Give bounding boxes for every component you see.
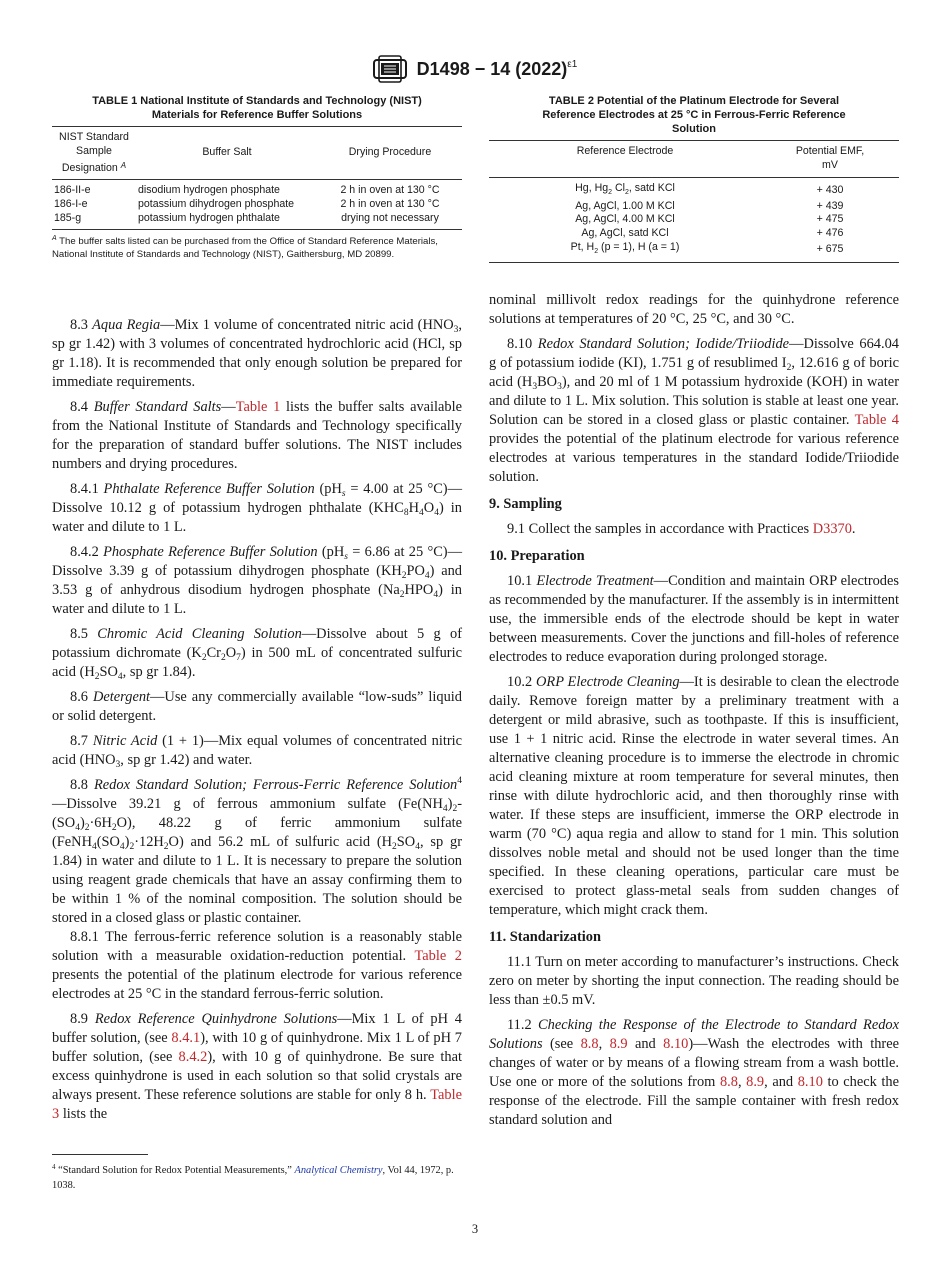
heading-sampling: 9. Sampling xyxy=(489,496,562,512)
section-8-5: 8.5 Chromic Acid Cleaning Solution—Dissolve about 5 g of potassium dichromate $(K_2Cr_2O_7)$ in 500 mL of concentrated sulfuric acid ($H_2SO_4$, sp gr 1.84). xyxy=(52,626,462,682)
link-8-10[interactable]: 8.10 xyxy=(797,1074,823,1090)
footnote-divider xyxy=(52,1154,148,1155)
section-8-8: 8.8 Redox Standard Solution; Ferrous-Ferric Reference Solution$^4$—Dissolve 39.21 g of ferrous ammonium sulfate $(Fe(NH_4)_2-(SO_4)_2\cdot 6H_2O)$, 48.22 g of ferric ammonium sulfate $(FeNH_4(SO_4)_2\cdot 12H_2O)$ and 56.2 mL of sulfuric acid ($H_2SO_4$, sp gr 1.84) in water and dilute to 1 L. It is necessary to prepare the solution using reagent grade chemicals that have an assay confirming them to be within 1 % of the nominal composition. The solution should be stored in a closed glass or plastic container. xyxy=(52,776,462,926)
table-row: Hg, $Hg_2$ $Cl_2$, satd KCl + 430 xyxy=(489,177,899,199)
link-8-9[interactable]: 8.9 xyxy=(609,1036,628,1052)
section-10-2: 10.2 ORP Electrode Cleaning—It is desirable to clean the electrode daily. Remove foreign matter by a preliminary treatment with a detergent or mild abrasive, such as toothpaste. If this is insufficient, use 1 + 1 nitric acid. Rinse the electrode in water several times. An alternative cleaning procedure is to immerse the electrode in chromic acid cleaning mixture at room temperature for several minutes, then rinse with dilute hydrochloric acid, and then thoroughly rinse with water. If these steps are insufficient, immerse the ORP electrode in warm (70 °C) aqua regia and allow to stand for 1 min. This solution dissolves noble metal and should not be used longer than the time specified. In these cleaning operations, particular care must be exercised to protect glass-metal seals from sudden changes of temperature, which might crack them. xyxy=(489,674,899,918)
table1-note: $^A$ The buffer salts listed can be purchased from the Office of Standard Reference Materials, National Institute of Standards and Technology (NIST), Gaithersburg, MD 20899. xyxy=(52,234,438,260)
section-9-1: 9.1 Collect the samples in accordance with Practices D3370. xyxy=(507,521,856,537)
section-11-2: 11.2 Checking the Response of the Electrode to Standard Redox Solutions (see 8.8, 8.9 and 8.10)—Wash the electrodes with three changes of water or by means of a flowing stream from a wash bottle. Use one or more of the solutions from 8.8, 8.9, and 8.10 to check the response of the electrode. Fill the sample container with fresh redox standard solution and xyxy=(489,1017,899,1128)
journal-name: Analytical Chemistry xyxy=(294,1165,383,1176)
document-header xyxy=(0,54,950,84)
section-10-1: 10.1 Electrode Treatment—Condition and maintain ORP electrodes as recommended by the manufacturer. If the assembly is in intermittent use, the immersible ends of the electrode should be kept in water between measurements. Cover the junctions and fill-holes of reference electrodes to reduce evaporation during prolonged storage. xyxy=(489,573,899,665)
table1-block xyxy=(52,94,462,261)
table-row: 185-g potassium hydrogen phthalate drying not necessary xyxy=(54,211,439,224)
section-8-3: 8.3 Aqua Regia—Mix 1 volume of concentrated nitric acid ($HNO_3$, sp gr 1.42) with 3 volumes of concentrated hydrochloric acid (HCl, sp gr 1.18). It is recommended that only enough solution be prepared for immediate requirements. xyxy=(52,317,462,390)
section-8-4-2: 8.4.2 Phosphate Reference Buffer Solution ($pH_s = 6.86$ at 25 °C)—Dissolve 3.39 g of potassium dihydrogen phosphate $(KH_2PO_4)$ and 3.53 g of anhydrous disodium hydrogen phosphate $(Na_2HPO_4)$ in water and dilute to 1 L. xyxy=(52,544,462,617)
footnote-ref-4[interactable]: 4 xyxy=(457,776,462,786)
heading-standarization: 11. Standarization xyxy=(489,929,601,945)
link-table-3[interactable]: Table 3 xyxy=(52,1087,462,1122)
table-row: Ag, AgCl, 1.00 M KCl + 439 xyxy=(575,199,844,212)
section-11-1: 11.1 Turn on meter according to manufacturer’s instructions. Check zero on meter by shorting the input connection. The reading should be less than ±0.5 mV. xyxy=(489,954,899,1008)
table1-title: TABLE 1 National Institute of Standards and Technology (NIST) Materials for Reference Buffer Solutions xyxy=(92,95,422,121)
section-8-4: 8.4 Buffer Standard Salts—Table 1 lists the buffer salts available from the National Institute of Standards and Technology specifically for the preparation of standard buffer solutions. The NIST includes numbers and drying procedures. xyxy=(52,399,463,472)
section-8-4-1: 8.4.1 Phthalate Reference Buffer Solution ($pH_s = 4.00$ at 25 °C)—Dissolve 10.12 g of potassium hydrogen phthalate $(KHC_8H_4O_4)$ in water and dilute to 1 L. xyxy=(52,481,462,535)
table-row: 186-I-e potassium dihydrogen phosphate 2 h in oven at 130 °C xyxy=(54,198,440,211)
table-row: 186-II-e disodium hydrogen phosphate 2 h in oven at 130 °C xyxy=(54,184,440,197)
link-8-8[interactable]: 8.8 xyxy=(719,1074,738,1090)
table1-header-drying: Drying Procedure xyxy=(318,127,462,180)
link-table-2[interactable]: Table 2 xyxy=(414,948,463,964)
table-row: Ag, AgCl, 4.00 M KCl + 475 xyxy=(575,213,844,226)
table1-header-salt: Buffer Salt xyxy=(136,127,318,180)
link-table-4[interactable]: Table 4 xyxy=(854,412,899,428)
table1 xyxy=(52,126,462,230)
section-8-9-continued: nominal millivolt redox readings for the quinhydrone reference solutions at temperatures of 20 °C, 25 °C, and 30 °C. xyxy=(489,292,899,327)
section-8-6: 8.6 Detergent—Use any commercially available “low-suds” liquid or solid detergent. xyxy=(52,689,462,724)
link-d3370[interactable]: D3370 xyxy=(812,521,852,537)
table2-header-electrode: Reference Electrode xyxy=(489,141,761,178)
link-8-8[interactable]: 8.8 xyxy=(580,1036,599,1052)
table2-header-emf: Potential EMF, mV xyxy=(761,141,899,178)
section-8-7: 8.7 Nitric Acid (1 + 1)—Mix equal volumes of concentrated nitric acid ($HNO_3$, sp gr 1.42) and water. xyxy=(52,733,462,770)
epsilon-mark: ε1 xyxy=(567,58,578,70)
link-table-1[interactable]: Table 1 xyxy=(235,399,281,415)
table2-title: TABLE 2 Potential of the Platinum Electrode for Several Reference Electrodes at 25 °C in Ferrous-Ferric Reference Solution xyxy=(542,95,846,135)
table2-block xyxy=(489,94,899,263)
section-8-9: 8.9 Redox Reference Quinhydrone Solutions—Mix 1 L of pH 4 buffer solution, (see 8.4.1), with 10 g of quinhydrone. Mix 1 L of pH 7 buffer solution, (see 8.4.2), with 10 g of quinhydrone. Be sure that excess quinhydrone is used in each solution so that solid crystals are always present. These reference solutions are stable for only 8 h. Table 3 lists the xyxy=(52,1011,462,1122)
link-8-4-1[interactable]: 8.4.1 xyxy=(171,1030,201,1046)
astm-logo-icon xyxy=(373,54,407,84)
link-8-10[interactable]: 8.10 xyxy=(663,1036,689,1052)
right-column xyxy=(489,291,899,1136)
footnote: $^4$ “Standard Solution for Redox Potential Measurements,” Analytical Chemistry, Vol 44, 1972, p. 1038. xyxy=(52,1163,454,1191)
table1-header-designation: NIST Standard Sample Designation $^A$ xyxy=(52,127,136,180)
designation: D1498 − 14 $(2022)^{\varepsilon 1}$ xyxy=(416,58,578,79)
section-8-8-1: 8.8.1 The ferrous-ferric reference solution is a reasonably stable solution with a measurable oxidation-reduction potential. Table 2 presents the potential of the platinum electrode for various reference electrodes at 25 °C in the standard ferrous-ferric solution. xyxy=(52,929,463,1002)
link-8-4-2[interactable]: 8.4.2 xyxy=(178,1049,208,1065)
electrode-cell: Hg, $Hg_2$ $Cl_2$, satd KCl xyxy=(575,181,675,196)
table-row: Pt, $H_2$ (p = 1), H (a = 1) + 675 xyxy=(489,241,899,262)
section-8-10: 8.10 Redox Standard Solution; Iodide/Triiodide—Dissolve 664.04 g of potassium iodide (KI), 1.751 g of resublimed $I_2$, 12.616 g of boric acid $(H_3BO_3)$, and 20 ml of 1 M potassium hydroxide (KOH) in water and dilute to 1 L. Mix solution. This solution is stable at least one year. Solution can be stored in a closed glass or plastic container. Table 4 provides the potential of the platinum electrode for various reference electrodes at various temperatures in the standard Iodide/Triiodide solution. xyxy=(489,336,899,485)
left-column xyxy=(52,316,462,1130)
heading-preparation: 10. Preparation xyxy=(489,548,585,564)
link-8-9[interactable]: 8.9 xyxy=(746,1074,765,1090)
page-number: 3 xyxy=(471,1222,479,1236)
table-row: Ag, AgCl, satd KCl + 476 xyxy=(581,227,844,240)
electrode-cell: Pt, $H_2$ (p = 1), H (a = 1) xyxy=(570,240,680,255)
table2 xyxy=(489,140,899,263)
